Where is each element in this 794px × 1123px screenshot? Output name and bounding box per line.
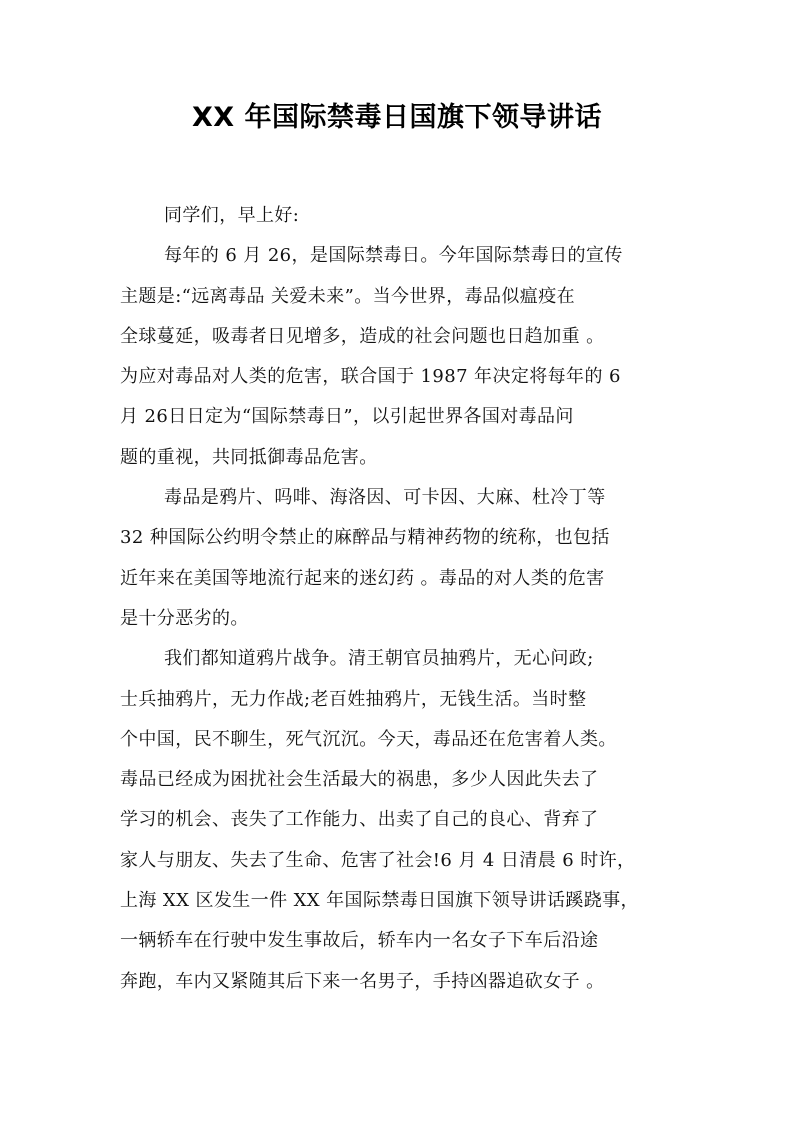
text-line: 一辆轿车在行驶中发生事故后，轿车内一名女子下车后沿途 [120,930,599,952]
text-line: 同学们，早上好: [164,205,300,226]
paragraph-drug-definition [120,478,672,639]
text-line: 月 26日日定为“国际禁毒日”，以引起世界各国对毒品问 [120,406,574,428]
text-line: 士兵抽鸦片，无力作战;老百姓抽鸦片，无钱生活。当时整 [120,688,587,710]
text-line: 毒品是鸦片、吗啡、海洛因、可卡因、大麻、杜冷丁等 [164,487,606,509]
paragraph-opium-war [120,639,672,1002]
text-line: 近年来在美国等地流行起来的迷幻药 。毒品的对人类的危害 [120,567,605,589]
text-line: 题的重视，共同抵御毒品危害。 [120,446,378,468]
greeting-paragraph [120,196,672,236]
text-line: 学习的机会、丧失了工作能力、出卖了自己的良心、背弃了 [120,809,599,831]
text-line: 每年的 6 月 26，是国际禁毒日。今年国际禁毒日的宣传 [164,245,623,267]
text-line: 我们都知道鸦片战争。清王朝官员抽鸦片，无心问政; [164,648,594,670]
text-line: 32 种国际公约明令禁止的麻醉品与精神药物的统称，也包括 [120,527,610,549]
text-line: 是十分恶劣的。 [120,607,249,629]
text-line: 个中国，民不聊生，死气沉沉。今天，毒品还在危害着人类。 [120,728,617,750]
document-body [120,196,672,1002]
text-line: 奔跑，车内又紧随其后下来一名男子，手持凶器追砍女子 。 [120,970,605,992]
text-line: 上海 XX 区发生一件 XX 年国际禁毒日国旗下领导讲话蹊跷事， [120,890,639,912]
paragraph-anti-drug-day [120,236,672,478]
text-line: 为应对毒品对人类的危害，联合国于 1987 年决定将每年的 6 [120,366,621,388]
document-title: XX 年国际禁毒日国旗下领导讲话 [191,102,603,133]
text-line: 毒品已经成为困扰社会生活最大的祸患，多少人因此失去了 [120,769,599,791]
text-line: 全球蔓延，吸毒者日见增多，造成的社会问题也日趋加重 。 [120,325,605,347]
text-line: 家人与朋友、失去了生命、危害了社会!6 月 4 日清晨 6 时许， [120,849,636,871]
text-line: 主题是:“远离毒品 关爱未来”。当今世界，毒品似瘟疫在 [120,285,575,307]
